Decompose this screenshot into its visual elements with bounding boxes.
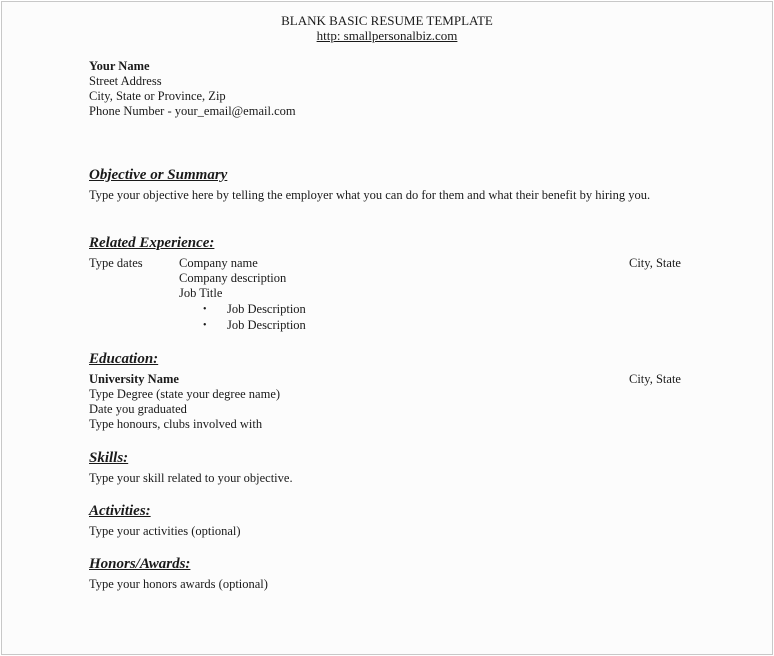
objective-heading: Objective or Summary xyxy=(89,167,228,183)
website-link[interactable]: http: smallpersonalbiz.com xyxy=(316,28,458,43)
contact-street: Street Address xyxy=(89,74,162,88)
experience-description: Company description xyxy=(179,271,287,285)
activities-heading: Activities: xyxy=(89,503,151,519)
skills-text: Type your skill related to your objective. xyxy=(89,471,293,485)
honors-heading: Honors/Awards: xyxy=(89,556,191,572)
objective-text: Type your objective here by telling the employer what you can do for them and what their benefit by hiring you. xyxy=(89,188,651,202)
experience-location: City, State xyxy=(629,256,681,270)
document-title: BLANK BASIC RESUME TEMPLATE xyxy=(281,13,493,28)
contact-city: City, State or Province, Zip xyxy=(89,89,226,103)
education-university: University Name xyxy=(89,372,179,386)
job-description-item: Job Description xyxy=(227,318,306,332)
job-description-item: Job Description xyxy=(227,302,306,316)
experience-job-title: Job Title xyxy=(179,286,223,300)
skills-heading: Skills: xyxy=(89,450,129,466)
contact-phone-email: Phone Number - your_email@email.com xyxy=(89,104,296,118)
contact-name: Your Name xyxy=(89,59,150,73)
activities-text: Type your activities (optional) xyxy=(89,524,241,538)
experience-dates: Type dates xyxy=(89,256,143,270)
honors-text: Type your honors awards (optional) xyxy=(89,577,268,591)
education-degree: Type Degree (state your degree name) xyxy=(89,387,281,401)
education-honours: Type honours, clubs involved with xyxy=(89,417,263,431)
education-heading: Education: xyxy=(89,351,159,367)
bullet-icon: • xyxy=(203,304,207,315)
education-location: City, State xyxy=(629,372,681,386)
education-graduated: Date you graduated xyxy=(89,402,187,416)
bullet-icon: • xyxy=(203,320,207,331)
experience-company: Company name xyxy=(179,256,258,270)
experience-heading: Related Experience: xyxy=(89,235,215,251)
